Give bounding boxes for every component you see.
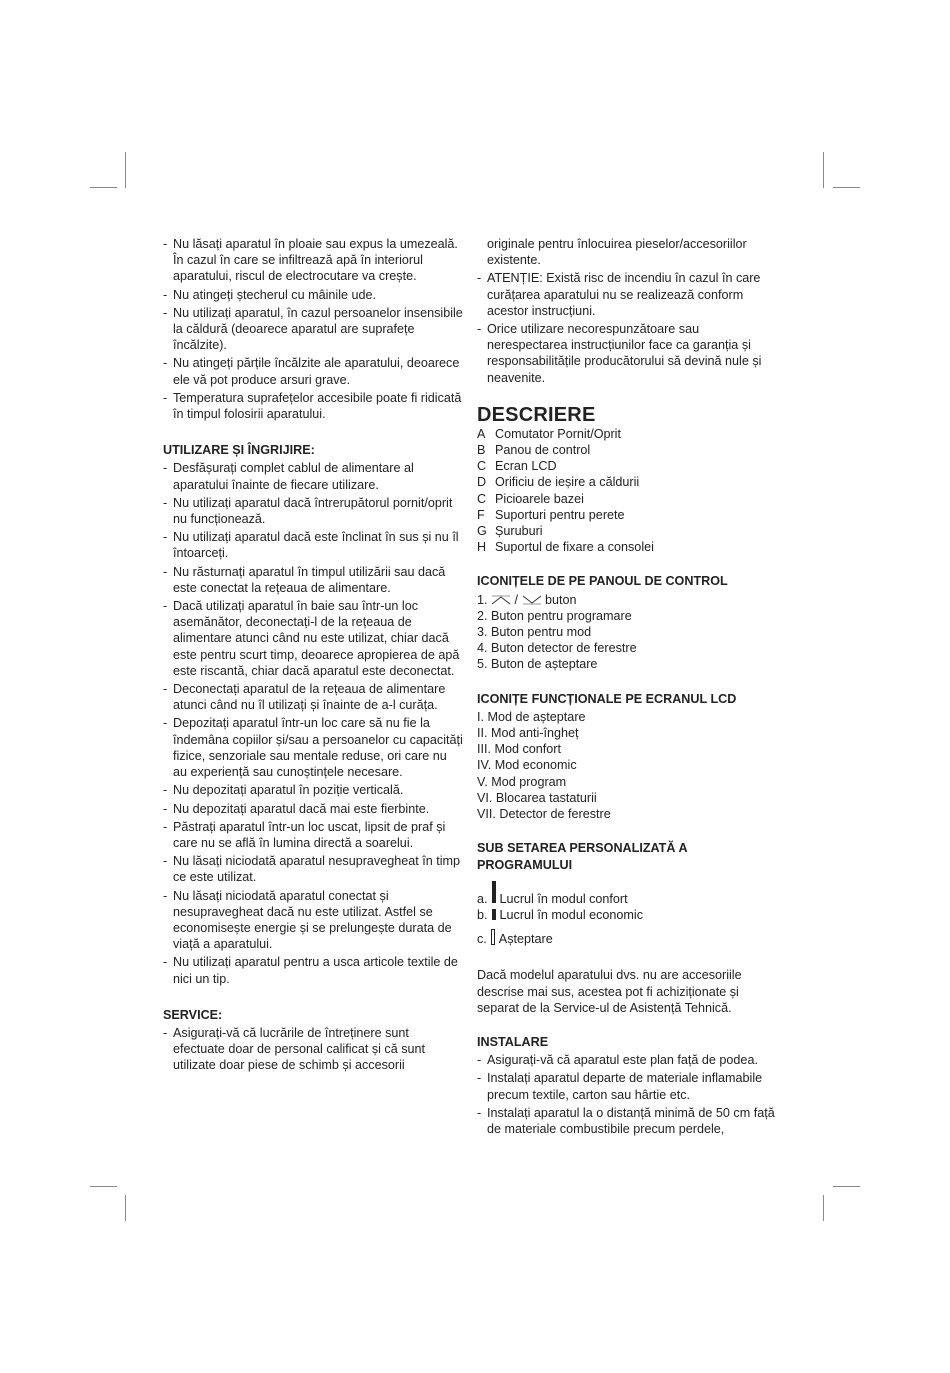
list-item: 3. Buton pentru mod [477,625,592,640]
list-item: C Ecran LCD [477,459,557,474]
left-column [163,236,463,1076]
list-item: - Temperatura suprafețelor accesibile poate fi ridicată în timpul folosirii aparatului. [163,390,463,422]
crop-mark [823,1195,824,1221]
section-title-descriere: DESCRIERE [477,403,596,426]
list-item: - Deconectați aparatul de la rețeaua de alimentare atunci când nu îl utilizați și înainte de a-l curăța. [163,681,463,713]
list-item: - Nu atingeți ștecherul cu mâinile ude. [163,287,463,303]
chevron-down-icon [522,595,542,605]
crop-mark [90,1186,117,1187]
list-item: - Nu depozitați aparatul în poziție verticală. [163,782,463,798]
list-item: B Panou de control [477,443,591,458]
list-item: c. Așteptare [477,929,775,947]
list-item: - Asigurați-vă că aparatul este plan față de podea. [477,1052,775,1068]
economy-bar-icon [492,909,496,920]
list-item: - Desfășurați complet cablul de alimentare al aparatului înainte de fiecare utilizare. [163,460,463,492]
list-item: - Instalați aparatul departe de materiale inflamabile precum textile, carton sau hârtie etc. [477,1070,775,1102]
list-item: F Suporturi pentru perete [477,507,625,522]
list-item: - Nu atingeți părțile încălzite ale aparatului, deoarece ele vă pot produce arsuri grave. [163,355,463,387]
crop-mark [125,152,126,188]
safety-list [163,236,463,422]
custom-program-heading: SUB SETAREA PERSONALIZATĂ A PROGRAMULUI [477,841,688,872]
list-item: b. Lucrul în modul economic [477,907,644,922]
accessories-note: Dacă modelul aparatului dvs. nu are accesoriile descrise mai sus, acestea pot fi achiziționate și separat de la Service-ul de Asistență Tehnică. [477,968,742,1015]
list-item: - Orice utilizare necorespunzătoare sau nerespectarea instrucțiunilor face ca garanția și responsabilitățile producătorului să devină nule și neavenite. [477,321,775,386]
list-item: G Șuruburi [477,524,543,539]
list-item: V. Mod program [477,774,567,789]
list-item: - Nu utilizați aparatul dacă este înclinat în sus și nu îl întoarceți. [163,529,463,561]
list-item: VII. Detector de ferestre [477,807,611,822]
standby-bar-icon [491,929,495,945]
list-item: - Nu lăsați aparatul în ploaie sau expus la umezeală. În cazul în care se infiltrează apă în interiorul aparatului, riscul de electrocutare va crește. [163,236,463,285]
crop-mark [833,1186,860,1187]
list-item: - Nu răsturnați aparatul în timpul utilizării sau dacă este conectat la rețeaua de alimentare. [163,564,463,596]
right-column [477,236,775,1139]
crop-mark [823,152,824,188]
list-item: C Picioarele bazei [477,491,584,506]
list-item: - Instalați aparatul la o distanță minimă de 50 cm față de materiale combustibile precum perdele, [477,1105,775,1137]
use-list [163,460,463,986]
list-item: a. Lucrul în modul confort [477,881,775,907]
list-item: 4. Buton detector de ferestre [477,641,637,656]
list-item: - Nu depozitați aparatul dacă mai este fierbinte. [163,801,463,817]
list-item: - Nu utilizați aparatul, în cazul persoanelor insensibile la căldură (deoarece aparatul are suprafețe încălzite). [163,305,463,354]
list-item: 1. / buton [477,592,577,607]
chevron-up-icon [491,595,511,605]
crop-mark [833,187,860,188]
list-item: - Asigurați-vă că lucrările de întreținere sunt efectuate doar de personal calificat și că sunt utilizate doar piese de schimb și accesorii [163,1025,463,1074]
list-item: - ATENȚIE: Există risc de incendiu în cazul în care curățarea aparatului nu se realizează conform acestor instrucțiuni. [477,270,775,319]
list-item: - Dacă utilizați aparatul în baie sau într-un loc asemănător, deconectați-l de la rețeaua de alimentare atunci când nu este utilizat, chiar dacă este pentru scurt timp, deoarece apropierea de apă este riscantă, chiar dacă aparatul este deconectat. [163,598,463,679]
parts-list [477,426,775,556]
install-heading: INSTALARE [477,1034,549,1049]
list-item: IV. Mod economic [477,758,577,773]
panel-heading: ICONIȚELE DE PE PANOUL DE CONTROL [477,574,728,589]
list-item: - Păstrați aparatul într-un loc uscat, lipsit de praf și care nu se află în lumina directă a soarelui. [163,819,463,851]
list-item: H Suportul de fixare a consolei [477,540,654,555]
list-item: A Comutator Pornit/Oprit [477,426,621,441]
crop-mark [125,1195,126,1221]
list-item: 2. Buton pentru programare [477,608,632,623]
list-item: - Nu utilizați aparatul dacă întrerupătorul pornit/oprit nu funcționează. [163,495,463,527]
list-item: II. Mod anti-îngheț [477,726,579,741]
service-heading: SERVICE: [163,1007,223,1022]
list-item: - Nu lăsați niciodată aparatul conectat și nesupravegheat dacă nu este utilizat. Astfel se economisește energie și se prelungește durata de viață a aparatului. [163,888,463,953]
list-item: I. Mod de așteptare [477,709,586,724]
list-item: - Nu utilizați aparatul pentru a usca articole textile de nici un tip. [163,954,463,986]
list-item: - Nu lăsați niciodată aparatul nesupravegheat în timp ce este utilizat. [163,853,463,885]
list-item: 5. Buton de așteptare [477,657,598,672]
crop-mark [90,187,117,188]
comfort-bar-icon [492,881,496,903]
use-heading: UTILIZARE ȘI ÎNGRIJIRE: [163,443,315,458]
list-item: III. Mod confort [477,742,561,757]
list-item: VI. Blocarea tastaturii [477,790,597,805]
service-continuation: originale pentru înlocuirea pieselor/accesoriilor existente. [487,237,747,268]
list-item: - Depozitați aparatul într-un loc care să nu fie la îndemâna copiilor și/sau a persoanelor cu capacități fizice, senzoriale sau mentale reduse, ori care nu au experiență sau cunoștințele necesare. [163,715,463,780]
lcd-heading: ICONIȚE FUNCȚIONALE PE ECRANUL LCD [477,691,737,706]
list-item: D Orificiu de ieșire a căldurii [477,475,640,490]
